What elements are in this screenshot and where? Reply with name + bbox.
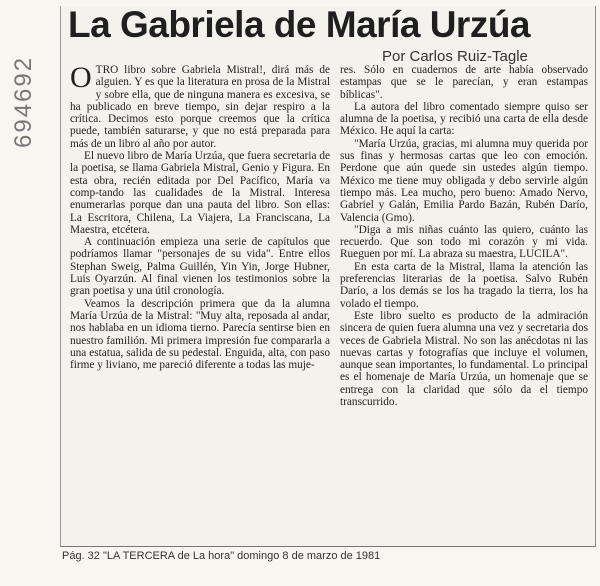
paragraph: En esta carta de la Mistral, llama la atención las preferencias literarias de la poetisa. Salvo Rubén Darío, a los demás se los ha tragado la tierra, los ha volado el tiempo. (340, 260, 588, 310)
archive-stamp: 694692 (10, 55, 37, 148)
paragraph: res. Sólo en cuadernos de arte había observado estampas que se le parecían, y eran estampas bíblicas". (340, 64, 588, 101)
paragraph: A continuación empieza una serie de capítulos que podríamos llamar "personajes de su vida". Entre ellos Stephan Sweig, Palma Guillén, Yin Yin, Jorge Hubner, Luis Oyarzún. Al final vienen los testimonios sobre la gran poetisa y una útil cronología. (70, 236, 330, 298)
column-left (70, 61, 330, 544)
paragraph: El nuevo libro de María Urzúa, que fuera secretaria de la poetisa, se llama Gabriela Mistral, Genio y Figura. En esta obra, recién editada por Del Pacífico, María va comp-tando las cualidades de la Mistral. Interesa enumerarlas porque dan una pauta del libro. Son ellas: La Escritora, Chilena, La Viajera, La Franciscana, La Maestra, etcétera. (70, 150, 330, 236)
paragraph: OTRO libro sobre Gabriela Mistral!, dirá más de alguien. Y es que la literatura en prosa de la Mistral y sobre ella, que de ninguna manera es excesiva, se ha publicado en breve tiempo, sin dejar respiro a la crítica. Decimos esto porque creemos que la crítica puede, también saturarse, y que no está preparada para más de un libro al año por autor. (70, 61, 330, 150)
paragraph: "Diga a mis niñas cuánto las quiero, cuánto las recuerdo. Que son todo mi corazón y mi vida. Rueguen por mí. La abraza su maestra, LUCILA". (340, 223, 588, 261)
article-byline: Por Carlos Ruiz-Tagle (382, 48, 528, 65)
paragraph: Este libro suelto es producto de la admiración sincera de quien fuera alumna una vez y secretaria dos veces de Gabriela Mistral. No son las anécdotas ni las nuevas cartas y fotografías que incluye el volumen, aunque sean importantes, lo fundamental. Lo principal es el homenaje de María Urzúa, un homenaje que se entrega con la claridad que sólo da el tiempo transcurrido. (340, 309, 588, 409)
column-right (340, 64, 588, 544)
paragraph: "María Urzúa, gracias, mi alumna muy querida por sus finas y hermosas cartas que leo con emoción. Perdone que aún quede sin ustedes algún tiempo. México me tiene muy obligada y debo servirle algún tiempo más. Lea mucho, pero bueno: Amado Nervo, Gabriel y Galán, Emilia Pardo Bazán, Rubén Darío, Valencia (Gmo). (340, 137, 588, 224)
paragraph: Veamos la descripción primera que da la alumna María Urzúa de la Mistral: "Muy alta, reposada al andar, nos hablaba en un idioma tierno. Parecía sentirse bien en nuestro familión. Mi primera impresión fue compararla a una estatua, salida de su pedestal. Enguida, alta, con paso firme y liviano, me pareció diferente a todas las muje- (70, 297, 330, 372)
article-title: La Gabriela de María Urzúa (68, 4, 531, 45)
paragraph: La autora del libro comentado siempre quiso ser alumna de la poetisa, y recibió una carta de ella desde México. He aquí la carta: (340, 100, 588, 138)
page-footer: Pág. 32 "LA TERCERA de La hora" domingo 8 de marzo de 1981 (62, 550, 381, 562)
drop-cap: O (70, 61, 92, 94)
